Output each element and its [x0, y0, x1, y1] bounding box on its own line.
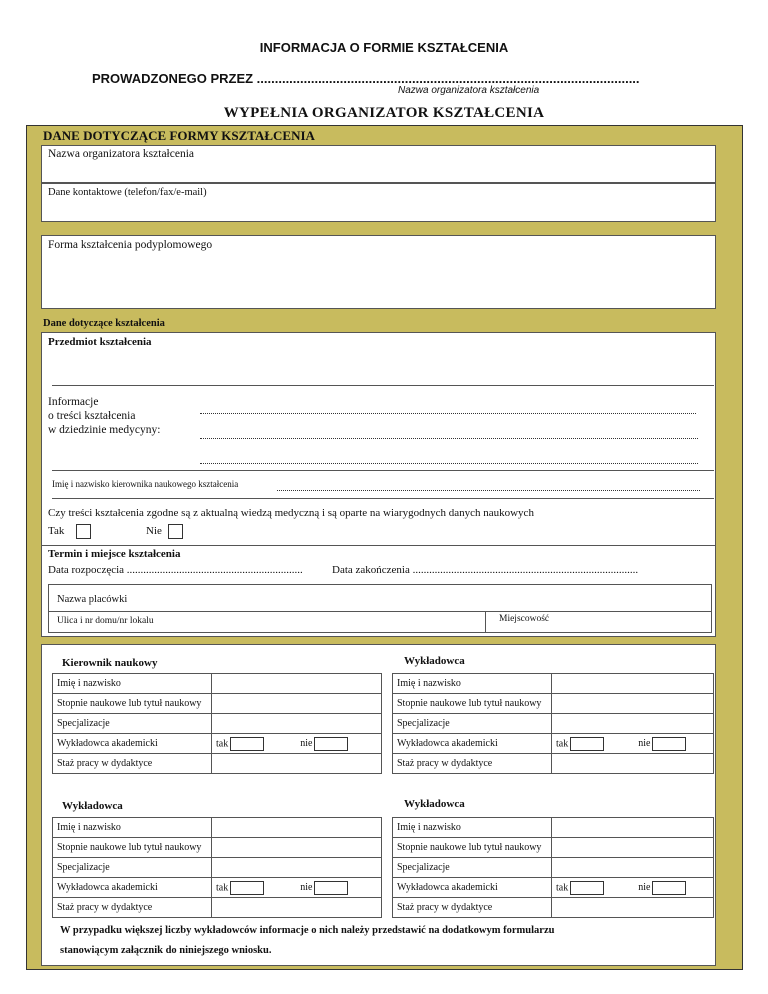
subject-divider [52, 385, 714, 386]
l1-academic-label: Wykładowca akademicki [393, 734, 552, 754]
footer-note-2: stanowiącym załącznik do niniejszego wniosku. [60, 945, 272, 956]
sh-nie-label: nie [300, 737, 313, 749]
schedule-box [41, 545, 716, 637]
l2-exp-value[interactable] [212, 898, 382, 918]
course-details-box [41, 332, 716, 547]
l1-degree-label: Stopnie naukowe lub tytuł naukowy [393, 694, 552, 714]
info-divider [52, 470, 714, 471]
end-date-field[interactable]: Data zakończenia .................................................................................. [332, 564, 639, 576]
l1-name-value[interactable] [552, 674, 714, 694]
sh-name-label: Imię i nazwisko [53, 674, 212, 694]
compliance-no-checkbox[interactable] [168, 524, 183, 539]
info-label-1: Informacje [48, 396, 99, 408]
sh-spec-label: Specjalizacje [53, 714, 212, 734]
l1-degree-value[interactable] [552, 694, 714, 714]
compliance-yes-checkbox[interactable] [76, 524, 91, 539]
contact-label: Dane kontaktowe (telefon/fax/e-mail) [48, 187, 207, 198]
venue-box [48, 584, 712, 633]
organizer-box [41, 145, 716, 222]
info-dotted-line-3[interactable] [200, 463, 698, 464]
staff-box [41, 644, 716, 966]
street-label: Ulica i nr domu/nr lokalu [57, 616, 154, 626]
l3-nie-box[interactable] [652, 881, 686, 895]
venue-column-divider [485, 611, 486, 632]
sh-tak-label: tak [216, 737, 229, 749]
sh-name-value[interactable] [212, 674, 382, 694]
head-divider [52, 498, 714, 499]
l1-exp-label: Staż pracy w dydaktyce [393, 754, 552, 774]
compliance-yes-label: Tak [48, 525, 65, 537]
head-name-dotted-line[interactable] [277, 490, 700, 491]
l1-tak-box[interactable] [570, 737, 604, 751]
lecturer-table-1 [392, 673, 714, 774]
l3-spec-label: Specjalizacje [393, 858, 552, 878]
info-label-2: o treści kształcenia [48, 410, 136, 422]
l2-spec-label: Specjalizacje [53, 858, 212, 878]
organizer-caption: Nazwa organizatora kształcenia [398, 85, 540, 96]
l3-exp-value[interactable] [552, 898, 714, 918]
l3-nie-label: nie [638, 881, 651, 893]
l1-spec-label: Specjalizacje [393, 714, 552, 734]
section2-title: Dane dotyczące kształcenia [43, 318, 165, 329]
info-label-3: w dziedzinie medycyny: [48, 424, 161, 436]
form-panel [26, 125, 743, 970]
subject-label: Przedmiot kształcenia [48, 336, 152, 348]
l3-degree-value[interactable] [552, 838, 714, 858]
l2-spec-value[interactable] [212, 858, 382, 878]
postgrad-form-label: Forma kształcenia podyplomowego [48, 239, 213, 251]
venue-divider [49, 611, 711, 612]
l1-spec-value[interactable] [552, 714, 714, 734]
compliance-question: Czy treści kształcenia zgodne są z aktualną wiedzą medyczną i są oparte na wiarygodnych danych naukowych [48, 507, 534, 519]
sh-degree-label: Stopnie naukowe lub tytuł naukowy [53, 694, 212, 714]
l3-name-label: Imię i nazwisko [393, 818, 552, 838]
lecturer-table-3 [392, 817, 714, 918]
venue-name-label: Nazwa placówki [57, 594, 128, 605]
l3-academic-label: Wykładowca akademicki [393, 878, 552, 898]
l3-spec-value[interactable] [552, 858, 714, 878]
organizer-name-label: Nazwa organizatora kształcenia [48, 148, 195, 160]
footer-note-1: W przypadku większej liczby wykładowców informacje o nich należy przedstawić na dodatkowym formularzu [60, 925, 555, 936]
l3-tak-box[interactable] [570, 881, 604, 895]
sh-degree-value[interactable] [212, 694, 382, 714]
conducted-by-line: PROWADZONEGO PRZEZ .......................................................................................................... [92, 71, 640, 86]
postgrad-form-box [41, 235, 716, 309]
l1-exp-value[interactable] [552, 754, 714, 774]
sh-tak-box[interactable] [230, 737, 264, 751]
l2-name-label: Imię i nazwisko [53, 818, 212, 838]
sh-spec-value[interactable] [212, 714, 382, 734]
l1-nie-label: nie [638, 737, 651, 749]
l2-nie-box[interactable] [314, 881, 348, 895]
city-label: Miejscowość [499, 614, 550, 624]
l2-degree-label: Stopnie naukowe lub tytuł naukowy [53, 838, 212, 858]
info-dotted-line-2[interactable] [200, 438, 698, 439]
l2-exp-label: Staż pracy w dydaktyce [53, 898, 212, 918]
l3-degree-label: Stopnie naukowe lub tytuł naukowy [393, 838, 552, 858]
l2-tak-label: tak [216, 881, 229, 893]
lecturer-table-2 [52, 817, 382, 918]
l2-name-value[interactable] [212, 818, 382, 838]
l3-exp-label: Staż pracy w dydaktyce [393, 898, 552, 918]
l2-nie-label: nie [300, 881, 313, 893]
lecturer-title-1: Wykładowca [404, 655, 465, 667]
start-date-field[interactable]: Data rozpoczęcia ................................................................ [48, 564, 303, 576]
l3-tak-label: tak [556, 881, 569, 893]
sh-exp-label: Staż pracy w dydaktyce [53, 754, 212, 774]
scientific-head-title: Kierownik naukowy [62, 657, 158, 669]
sh-nie-box[interactable] [314, 737, 348, 751]
sh-exp-value[interactable] [212, 754, 382, 774]
sh-academic-label: Wykładowca akademicki [53, 734, 212, 754]
filled-by-heading: WYPEŁNIA ORGANIZATOR KSZTAŁCENIA [223, 105, 545, 121]
schedule-title: Termin i miejsce kształcenia [48, 548, 181, 560]
head-name-label: Imię i nazwisko kierownika naukowego kształcenia [52, 479, 239, 489]
organizer-divider [42, 182, 715, 184]
lecturer-title-3: Wykładowca [404, 798, 465, 810]
l2-degree-value[interactable] [212, 838, 382, 858]
compliance-no-label: Nie [146, 525, 162, 537]
form-title: INFORMACJA O FORMIE KSZTAŁCENIA [259, 40, 509, 55]
l1-tak-label: tak [556, 737, 569, 749]
lecturer-title-2: Wykładowca [62, 800, 123, 812]
section1-title: DANE DOTYCZĄCE FORMY KSZTAŁCENIA [43, 128, 315, 143]
info-dotted-line-1[interactable] [200, 413, 696, 414]
l1-name-label: Imię i nazwisko [393, 674, 552, 694]
l2-tak-box[interactable] [230, 881, 264, 895]
l1-nie-box[interactable] [652, 737, 686, 751]
scientific-head-table [52, 673, 382, 774]
l3-name-value[interactable] [552, 818, 714, 838]
l2-academic-label: Wykładowca akademicki [53, 878, 212, 898]
